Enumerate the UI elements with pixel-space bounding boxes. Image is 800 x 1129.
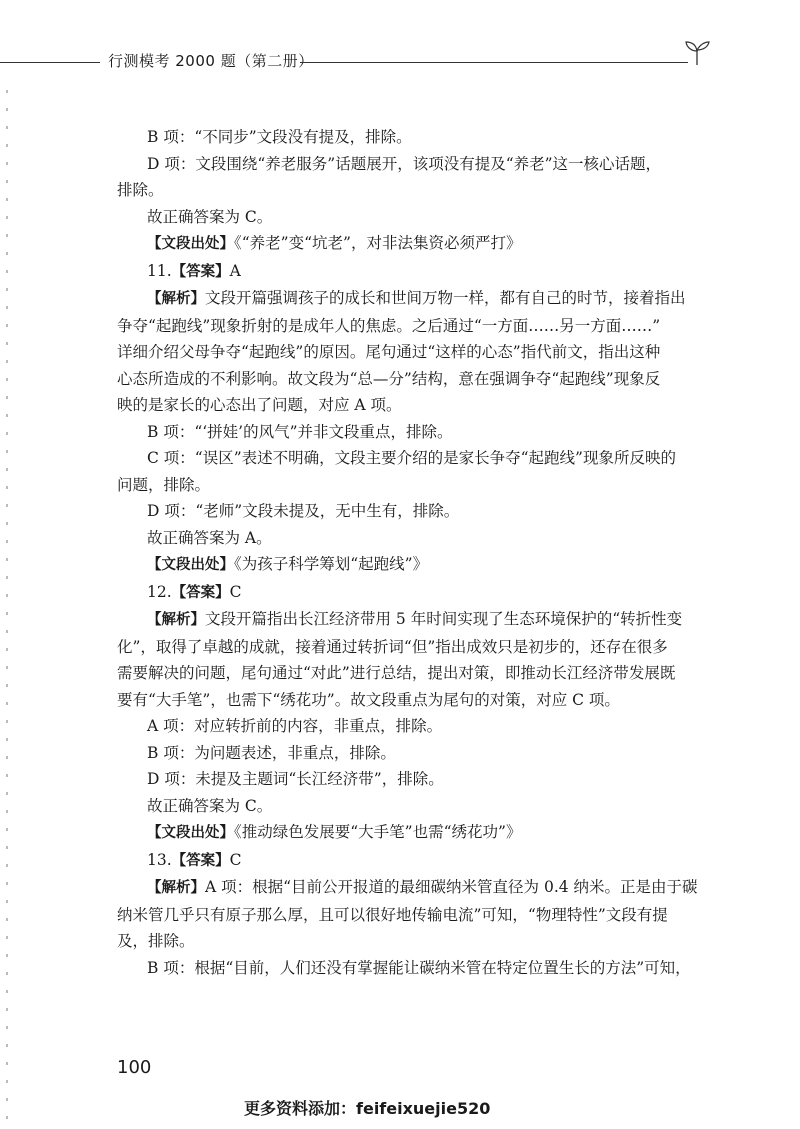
section-tag: 【文段出处】 [147, 557, 234, 573]
line-text: 问题，排除。 [117, 475, 211, 494]
line-text: B 项：“不同步”文段没有提及，排除。 [147, 128, 412, 146]
question-number: 11. [147, 261, 172, 280]
line-text: A [229, 261, 241, 280]
line-text: C [229, 850, 242, 869]
section-tag: 【文段出处】 [147, 825, 234, 841]
line-text: 化”，取得了卓越的成就，接着通过转折词“但”指出成效只是初步的，还存在很多 [117, 637, 668, 656]
section-tag: 【解析】 [147, 291, 205, 307]
binding-margin [6, 90, 8, 1120]
line-text: B 项：“‘拼娃’的风气”并非文段重点，排除。 [147, 422, 453, 441]
footer-note: 更多资料添加：feifeixuejie520 [244, 1099, 491, 1118]
header-rule-right [300, 62, 688, 63]
text-line [117, 740, 705, 767]
section-tag: 【解析】 [147, 612, 205, 628]
text-line [117, 819, 705, 847]
text-line [117, 606, 705, 634]
line-text: 排除。 [117, 181, 164, 199]
text-line [117, 955, 705, 982]
line-text: D 项：文段围绕“养老服务”话题展开，该项没有提及“养老”这一核心话题， [147, 154, 662, 173]
text-line [117, 660, 705, 687]
text-line [117, 392, 705, 419]
text-line [117, 579, 705, 607]
text-line [117, 339, 705, 366]
text-line [117, 847, 705, 875]
line-text: 文段开篇指出长江经济带用 5 年时间实现了生态环境保护的“转折性变 [205, 610, 683, 628]
line-text: 及，排除。 [117, 932, 195, 950]
line-text: D 项：未提及主题词“长江经济带”，排除。 [147, 770, 444, 788]
text-line [117, 551, 705, 579]
line-text: 需要解决的问题，尾句通过“对此”进行总结，提出对策，即推动长江经济带发展既 [117, 664, 676, 682]
line-text: 《为孩子科学筹划“起跑线”》 [234, 555, 429, 573]
line-text: 《推动绿色发展要“大手笔”也需“绣花功”》 [234, 823, 522, 841]
text-line [117, 793, 705, 820]
section-tag: 【答案】 [171, 584, 230, 601]
text-line [117, 366, 705, 393]
text-line [117, 285, 705, 313]
text-line [117, 313, 705, 340]
section-tag: 【解析】 [147, 880, 205, 896]
text-line [117, 258, 705, 286]
section-tag: 【答案】 [171, 852, 230, 869]
line-text: 映的是家长的心态出了问题，对应 A 项。 [117, 396, 402, 414]
text-line [117, 204, 705, 231]
question-number: 12. [147, 582, 172, 601]
page-body [117, 124, 705, 981]
line-text: 详细介绍父母争夺“起跑线”的原因。尾句通过“这样的心态”指代前文，指出这种 [117, 343, 661, 361]
line-text: 故正确答案为 C。 [147, 796, 273, 815]
text-line [117, 445, 705, 472]
section-tag: 【文段出处】 [147, 236, 234, 252]
line-text: 《“养老”变“坑老”，对非法集资必须严打》 [234, 234, 522, 252]
line-text: B 项：为问题表述，非重点，排除。 [147, 743, 396, 762]
sprout-icon [684, 38, 710, 66]
line-text: D 项：“老师”文段未提及，无中生有，排除。 [147, 502, 460, 520]
text-line [117, 634, 705, 661]
line-text: 故正确答案为 C。 [147, 207, 273, 226]
text-line [117, 472, 705, 499]
line-text: A 项：根据“目前公开报道的最细碳纳米管直径为 0.4 纳米。正是由于碳 [205, 878, 698, 896]
text-line [117, 151, 705, 178]
text-line [117, 687, 705, 714]
text-line [117, 124, 705, 151]
book-title: 行测模考 2000 题（第二册） [108, 52, 314, 70]
text-line [117, 766, 705, 793]
line-text: 文段开篇强调孩子的成长和世间万物一样，都有自己的时节，接着指出 [205, 289, 686, 307]
line-text: C [229, 582, 242, 601]
line-text: C 项：“误区”表述不明确，文段主要介绍的是家长争夺“起跑线”现象所反映的 [147, 449, 676, 467]
text-line [117, 525, 705, 552]
line-text: A 项：对应转折前的内容，非重点，排除。 [147, 717, 443, 735]
text-line [117, 498, 705, 525]
line-text: 故正确答案为 A。 [147, 528, 272, 547]
header-rule-left [0, 62, 100, 63]
text-line [117, 713, 705, 740]
text-line [117, 928, 705, 955]
text-line [117, 230, 705, 258]
page-number: 100 [117, 1057, 152, 1078]
text-line [117, 902, 705, 929]
line-text: B 项：根据“目前，人们还没有掌握能让碳纳米管在特定位置生长的方法”可知， [147, 958, 691, 977]
text-line [117, 177, 705, 204]
text-line [117, 419, 705, 446]
line-text: 争夺“起跑线”现象折射的是成年人的焦虑。之后通过“一方面……另一方面……” [117, 316, 661, 335]
line-text: 要有“大手笔”，也需下“绣花功”。故文段重点为尾句的对策，对应 C 项。 [117, 690, 620, 709]
question-number: 13. [147, 850, 172, 869]
section-tag: 【答案】 [171, 263, 230, 280]
text-line [117, 874, 705, 902]
line-text: 心态所造成的不利影响。故文段为“总—分”结构，意在强调争夺“起跑线”现象反 [117, 369, 661, 388]
line-text: 纳米管几乎只有原子那么厚，且可以很好地传输电流”可知，“物理特性”文段有提 [117, 905, 668, 924]
page-header [0, 38, 800, 78]
